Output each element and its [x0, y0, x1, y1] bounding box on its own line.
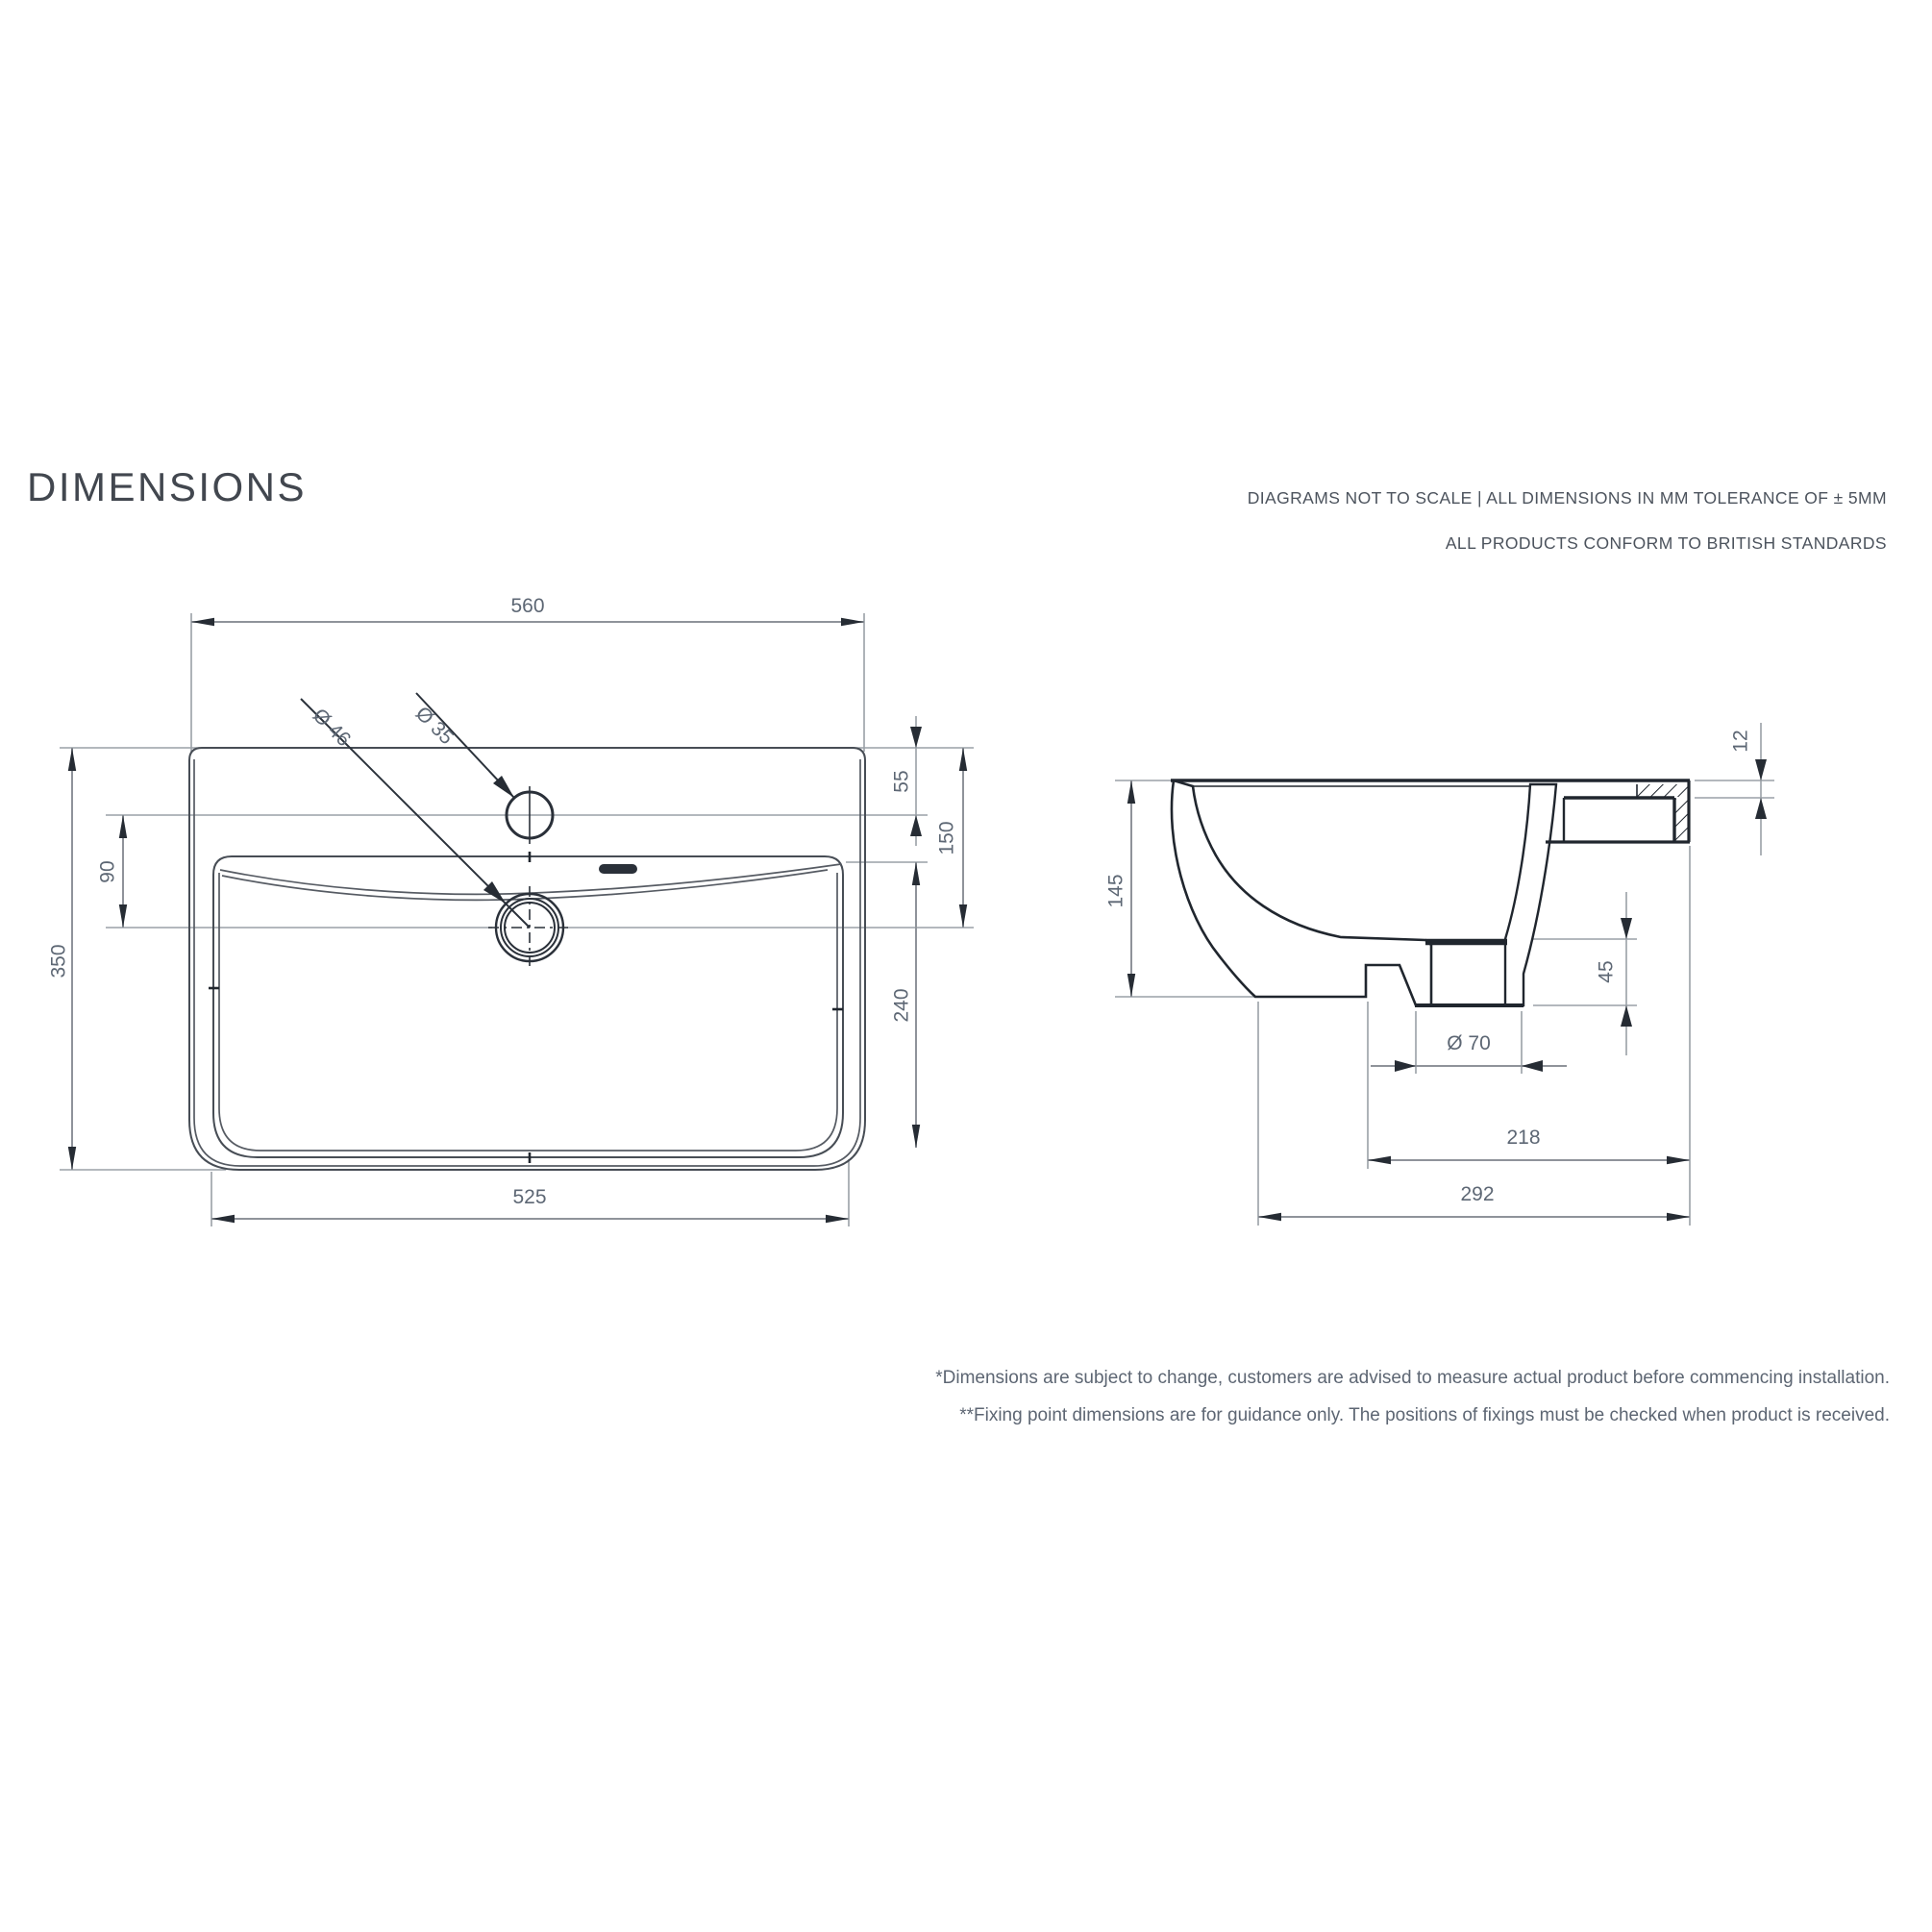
dim-depth-overall-value: 292	[1460, 1183, 1495, 1205]
dim-depth-waste	[1368, 1127, 1690, 1160]
dim-depth-waste-value: 218	[1506, 1127, 1541, 1149]
dim-waste-diameter-value: Ø 70	[1447, 1032, 1491, 1054]
dim-drain-offset-value: 150	[935, 821, 958, 855]
overflow-slot	[599, 864, 637, 874]
section-view	[1105, 723, 1775, 1226]
dim-height-overall-value: 350	[47, 944, 70, 978]
dim-hole-spacing-value: 90	[96, 860, 119, 883]
header-notes	[1248, 476, 1887, 566]
dim-width-bowl	[211, 1186, 849, 1219]
note-standards: ALL PRODUCTS CONFORM TO BRITISH STANDARDS	[1445, 533, 1887, 553]
dim-sec-height-value: 145	[1104, 874, 1127, 908]
note-tolerance: DIAGRAMS NOT TO SCALE | ALL DIMENSIONS IN MM TOLERANCE OF ± 5MM	[1247, 488, 1887, 508]
disclaimer-fixings: **Fixing point dimensions are for guidance only. The positions of fixings must be checked when product is received.	[959, 1405, 1890, 1425]
basin-outline-inner	[194, 759, 860, 1166]
dim-bowl-depth-value: 240	[890, 988, 913, 1023]
footer-notes	[935, 1359, 1890, 1434]
flange-hatch-strip	[1637, 784, 1689, 797]
dim-sec-height	[1105, 780, 1132, 997]
dim-tap-offset-value: 55	[890, 770, 913, 793]
dim-width-bowl-value: 525	[512, 1186, 547, 1208]
dim-waste-diameter	[1371, 1032, 1567, 1072]
dim-waste-height-value: 45	[1595, 960, 1618, 983]
dim-drain-offset	[936, 748, 964, 928]
page-title: DIMENSIONS	[27, 464, 308, 509]
bowl-outline-outer	[213, 856, 843, 1157]
section-left-wall	[1172, 780, 1431, 1005]
dim-rim-thickness-value: 12	[1729, 730, 1752, 753]
dim-hole-spacing	[97, 815, 124, 928]
disclaimer-dimensions: *Dimensions are subject to change, customers are advised to measure actual product before commencing installation.	[935, 1368, 1890, 1388]
dim-width-top-value: 560	[510, 595, 545, 617]
dim-width-top	[191, 595, 864, 622]
plan-view	[48, 595, 975, 1226]
bowl-outline-inner	[219, 873, 837, 1151]
basin-outline-outer	[189, 748, 865, 1170]
dim-height-overall	[48, 748, 73, 1170]
dim-depth-overall	[1258, 1183, 1690, 1217]
dim-bowl-depth	[891, 862, 917, 1148]
flange-hatch-block	[1674, 799, 1690, 841]
label-drain-diameter: Ø 46	[308, 704, 356, 752]
dim-tap-offset	[891, 727, 923, 836]
label-tap-diameter: Ø 35	[410, 702, 458, 750]
section-right-wall	[1505, 784, 1556, 1005]
